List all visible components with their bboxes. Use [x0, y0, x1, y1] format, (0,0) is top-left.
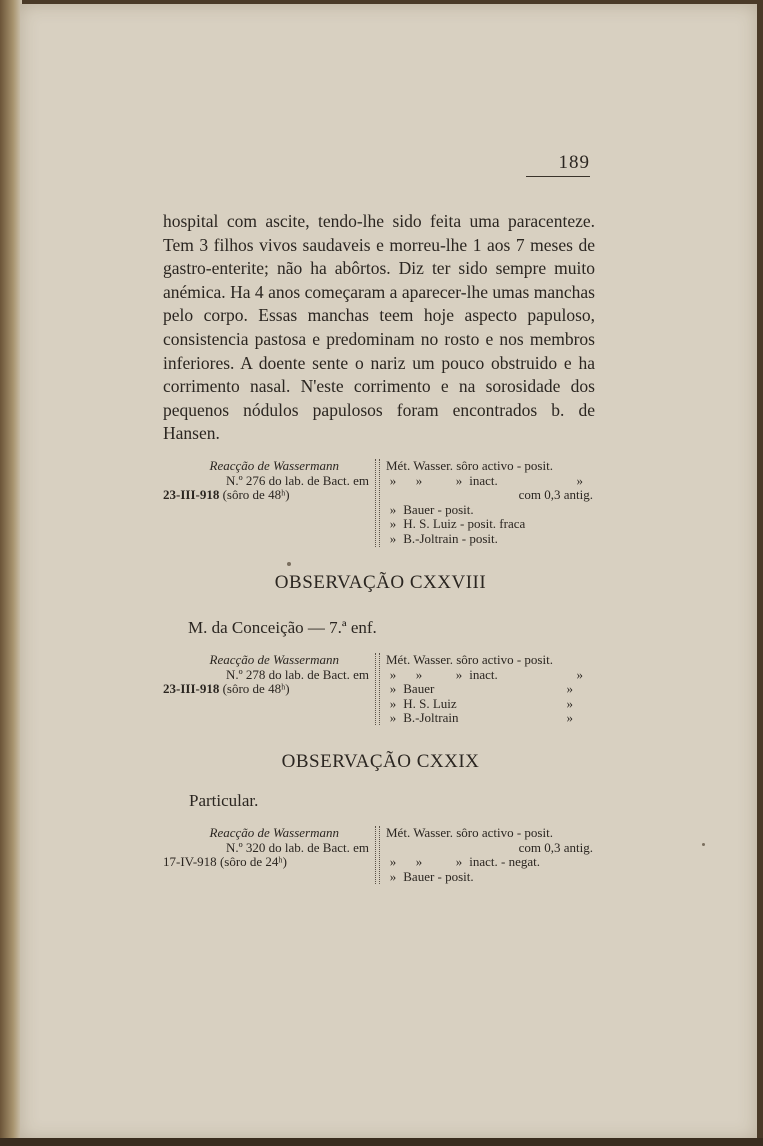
result-label [163, 653, 373, 697]
result-line: » B.-Joltrain » [389, 710, 573, 726]
result-line: com 0,3 antig. [518, 839, 593, 855]
result-heading: Reacção de Wassermann [209, 458, 339, 473]
page-bottom-edge [0, 1138, 763, 1146]
result-line: » Bauer - posit. [389, 501, 474, 517]
result-line: » » » inact. - negat. [389, 854, 540, 870]
wassermann-result-2 [163, 653, 598, 753]
ink-spot [287, 562, 291, 566]
result-label [163, 826, 373, 870]
result-line: Mét. Wasser. sôro activo - posit. [386, 458, 553, 473]
result-values [386, 826, 593, 884]
lab-number: N.º 276 do lab. de Bact. em [225, 472, 369, 488]
book-spine [0, 0, 22, 1146]
result-heading: Reacção de Wassermann [209, 825, 339, 840]
wassermann-result-1 [163, 459, 598, 559]
body-paragraph: hospital com ascite, tendo-lhe sido feita uma paracenteze. Tem 3 filhos vivos saudaveis e morreu-lhe 1 aos 7 meses de gastro-enterite; não ha abôrtos. Diz ter sido sempre muito anémica. Ha 4 anos começaram a aparecer-lhe umas manchas pelo corpo. Essas manchas teem hoje aspecto papuloso, consistencia pastosa e predominam no rosto e nos membros inferiores. A doente sente o nariz um pouco obstruido e ha corrimento nasal. N'este corrimento e na sorosidade dos pequenos nódulos papulosos foram encontrados b. de Hansen. [163, 211, 595, 444]
lab-number: N.º 320 do lab. de Bact. em [225, 839, 369, 855]
sample-date: 23-III-918 (sôro de 48ʰ) [163, 487, 290, 503]
dotted-separator [375, 459, 380, 547]
dotted-separator [375, 653, 380, 725]
page-number: 189 [526, 152, 590, 177]
observation-heading: OBSERVAÇÃO CXXIX [281, 751, 480, 772]
result-line: » Bauer - posit. [389, 868, 474, 884]
result-heading: Reacção de Wassermann [209, 652, 339, 667]
sample-date: 17-IV-918 (sôro de 24ʰ) [163, 854, 287, 870]
sample-date: 23-III-918 (sôro de 48ʰ) [163, 681, 290, 697]
patient-name: M. da Conceição — 7.ª enf. [188, 618, 377, 637]
result-line: com 0,3 antig. [518, 487, 593, 503]
result-values [386, 653, 593, 726]
result-line: » H. S. Luiz » [389, 695, 573, 711]
observation-heading: OBSERVAÇÃO CXXVIII [274, 572, 487, 593]
result-values [386, 459, 593, 547]
result-line: » » » inact. » [389, 666, 583, 682]
result-line: » » » inact. » [389, 472, 583, 488]
wassermann-result-3 [163, 826, 598, 926]
lab-number: N.º 278 do lab. de Bact. em [225, 666, 369, 682]
result-line: Mét. Wasser. sôro activo - posit. [386, 825, 553, 840]
dotted-separator [375, 826, 380, 884]
result-line: » Bauer » [389, 681, 573, 697]
result-line: Mét. Wasser. sôro activo - posit. [386, 652, 553, 667]
patient-name: Particular. [189, 791, 259, 810]
ink-spot [702, 843, 705, 846]
result-label [163, 459, 373, 503]
result-line: » B.-Joltrain - posit. [389, 530, 498, 546]
result-line: » H. S. Luiz - posit. fraca [389, 516, 526, 532]
